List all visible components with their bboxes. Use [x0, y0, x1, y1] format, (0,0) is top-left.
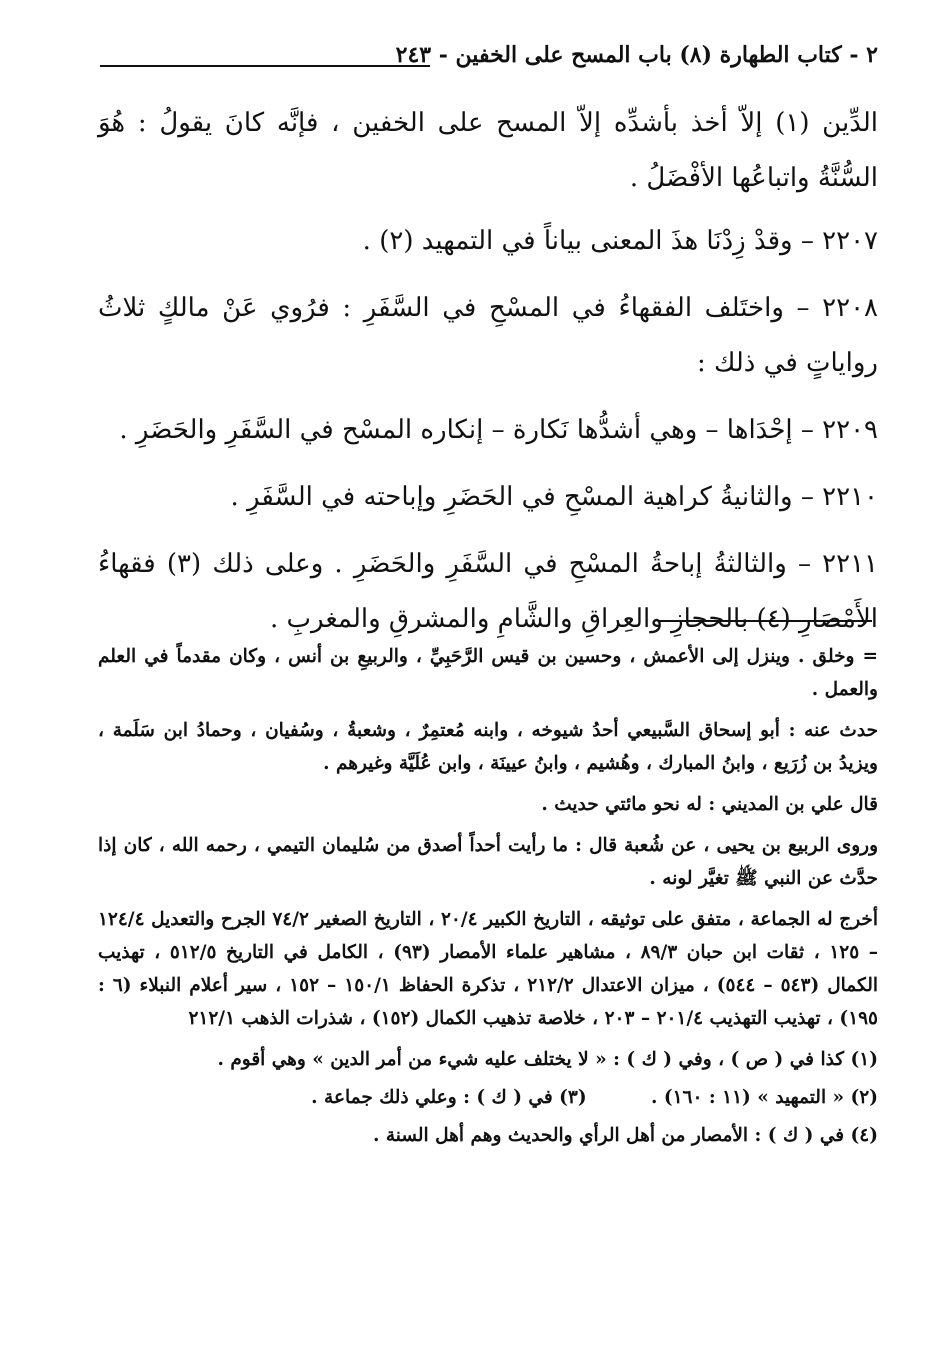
- header-title: ٢ - كتاب الطهارة (٨) باب المسح على الخفين - ٢٤٣: [395, 42, 878, 68]
- note-paragraph: أخرج له الجماعة ، متفق على توثيقه ، التاريخ الكبير ٢٠/٤ ، التاريخ الصغير ٧٤/٢ الجرح والتعديل ١٢٤/٤ – ١٢٥ ، ثقات ابن حبان ٨٩/٣ ، مشاهير علماء الأمصار (٩٣) ، الكامل في التاريخ ٥١٢/٥ ، تهذيب الكمال (٥٤٣ – ٥٤٤) ، ميزان الاعتدال ٢١٢/٢ ، تذكرة الحفاظ ١٥٠/١ – ١٥٢ ، سير أعلام النبلاء (٦ : ١٩٥) ، تهذيب التهذيب ٢٠١/٤ – ٢٠٣ ، خلاصة تذهيب الكمال (١٥٢) ، شذرات الذهب ٢١٢/١: [98, 909, 878, 1029]
- main-text: [98, 96, 878, 659]
- main-paragraph: ٢٢٠٧ – وقدْ زِدْنَا هذَ المعنى بياناً في التمهيد (٢) .: [362, 226, 878, 256]
- note-paragraph: = وخلق . وينزل إلى الأعمش ، وحسين بن قيس الرَّحَبِيِّ ، والربيعِ بن أنس ، وكان مقدماً في العلم والعمل .: [98, 646, 878, 700]
- footnote-separator: [658, 620, 872, 622]
- main-paragraph: الدِّين (١) إلاّ أخذ بأشدِّه إلاّ المسح على الخفين ، فإنَّه كانَ يقولُ : هُوَ السُّنَّةُ واتباعُها الأفْضَلُ .: [98, 108, 878, 193]
- note-paragraph: حدث عنه : أبو إسحاق السَّبيعي أحدُ شيوخه ، وابنه مُعتمِرٌ ، وشعبةُ ، وسُفيان ، وحمادُ ابن سَلَمة ، ويزيدُ بن زُرَيع ، وابنُ المبارك ، وهُشيم ، وابنُ عيينَة ، وابن عُلَيَّة وغيرهم .: [98, 720, 878, 774]
- footnote: (١) كذا في ( ص ) ، وفي ( ك ) : « لا يختلف عليه شيء من أمر الدين » وهي أقوم .: [217, 1049, 878, 1070]
- running-header: [100, 38, 878, 86]
- note-paragraph: قال علي بن المديني : له نحو مائتي حديث .: [541, 794, 878, 815]
- note-paragraph: وروى الربيع بن يحيى ، عن شُعبة قال : ما رأيت أحداً أصدق من سُليمان التيمي ، رحمه الله ، كان إذا حدَّث عن النبي ﷺ تغيَّر لونه .: [98, 835, 878, 889]
- footnote: (٤) في ( ك ) : الأمصار من أهل الرأي والحديث وهم أهل السنة .: [373, 1125, 878, 1146]
- footnotes-area: [98, 640, 878, 1157]
- main-paragraph: ٢٢١١ – والثالثةُ إباحةُ المسْحِ في السَّفَرِ والحَضَرِ . وعلى ذلك (٣) فقهاءُ الأَمْصَارِ (٤) بالحجازِ والعِراقِ والشَّامِ والمشرقِ والمغربِ .: [98, 549, 878, 634]
- header-rule: [100, 65, 430, 67]
- main-paragraph: ٢٢٠٨ – واختَلف الفقهاءُ في المسْحِ في السَّفَرِ : فرُوي عَنْ مالكٍ ثلاثُ رواياتٍ في ذلك :: [98, 293, 878, 378]
- main-paragraph: ٢٢٠٩ – إحْدَاها – وهي أشدُّها نَكارة – إنكاره المسْح في السَّفَرِ والحَضَرِ .: [119, 415, 878, 445]
- footnote: (٢) « التمهيد » (١١ : ١٦٠) . (٣) في ( ك ) : وعلي ذلك جماعة .: [311, 1087, 878, 1108]
- main-paragraph: ٢٢١٠ – والثانيةُ كراهية المسْحِ في الحَضَرِ وإباحته في السَّفَرِ .: [230, 482, 878, 512]
